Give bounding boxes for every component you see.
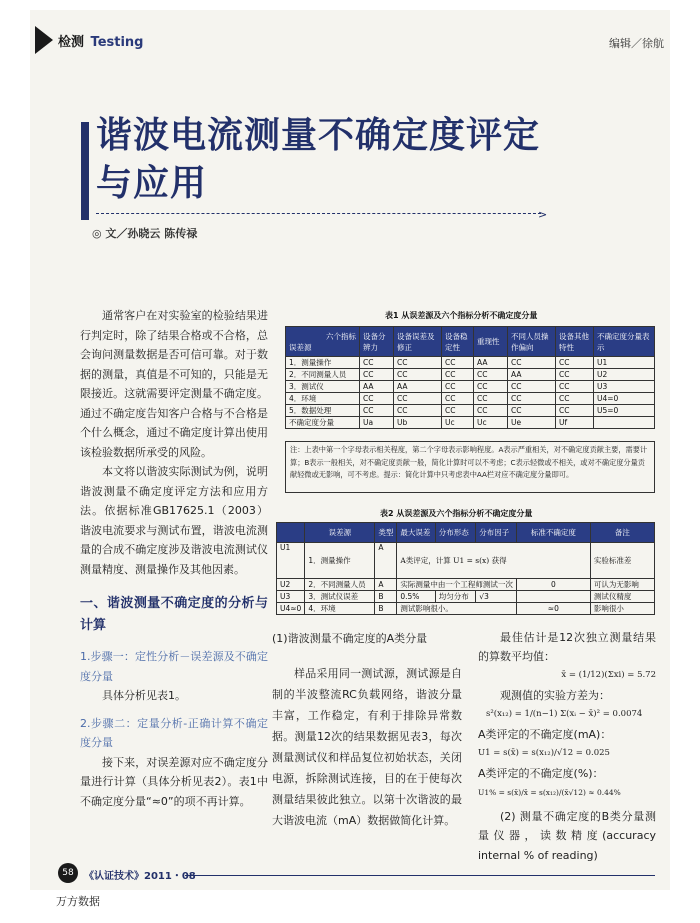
table2-cell: U4≈0 <box>277 603 305 615</box>
a-type-heading: (1)谐波测量不确定度的A类分量 <box>272 632 428 645</box>
table1-row <box>286 369 655 381</box>
table1 <box>285 326 655 429</box>
table1-cell: CC <box>556 381 594 393</box>
mean-text: 最佳估计是12次独立测量结果的算数平均值： <box>478 631 656 663</box>
table1-cell <box>594 417 655 429</box>
title-divider <box>96 213 541 214</box>
article-title: 谐波电流测量不确定度评定 与应用 <box>96 115 541 204</box>
authors: ◎ 文／孙晓云 陈传禄 <box>92 227 198 240</box>
intro-paragraph: 通常客户在对实验室的检验结果进行判定时，除了结果合格或不合格，总会询问测量数据是否可信可靠。对于数据的测量，真值是不可知的，只能是无限接近。这就需要评定测量不确定度。通过不确定度告知客户合格与不合格是个什么概念，通过不确定度计算出使用该检验数据所承受的风险。 <box>80 309 268 459</box>
table1-cell: 不确定度分量 <box>286 417 360 429</box>
table2-cell: 0 <box>516 579 590 591</box>
table2-cell: 实际测量中由一个工程师测试一次 <box>397 579 517 591</box>
mean-equation: x̄ = (1/12)(Σxi) = 5.72 <box>561 670 656 680</box>
table1-cell: U1 <box>594 357 655 369</box>
table1-cell: U3 <box>594 381 655 393</box>
step2-text: 接下来，对误差源对应不确定度分量进行计算（具体分析见表2）。表1中不确定度分量“≈0”的项不再计算。 <box>80 755 268 808</box>
table2-header: 最大误差 <box>397 523 435 543</box>
table1-row <box>286 357 655 369</box>
table1-header: 不确定度分量表示 <box>594 327 655 357</box>
a-unc-ma-text: A类评定的不确定度(mA)： <box>478 727 612 741</box>
table1-cell: 1．测量操作 <box>286 357 360 369</box>
table1-cell: CC <box>474 369 508 381</box>
table2-cell: B <box>375 603 397 615</box>
a-unc-pct-equation: U1% = s(x̄)/x̄ = s(x₁₂)/(x̄√12) ≈ 0.44% <box>478 788 621 797</box>
left-column <box>80 306 268 811</box>
table2-cell: 0.5% <box>397 591 435 603</box>
table2-header: 误差源 <box>305 523 375 543</box>
table2-header: 标准不确定度 <box>516 523 590 543</box>
table1-cell: U4=0 <box>594 393 655 405</box>
table2-cell: 均匀分布 <box>435 591 476 603</box>
table1-cell: CC <box>474 381 508 393</box>
table1-cell: Uc <box>442 417 474 429</box>
table1-cell: CC <box>442 381 474 393</box>
table1-cell: CC <box>394 393 442 405</box>
table1-cell: CC <box>442 393 474 405</box>
page-number: 58 <box>58 863 78 883</box>
header-logo-icon <box>35 26 53 54</box>
table2-cell: B <box>375 591 397 603</box>
table2-cell: 测试影响很小。 <box>397 603 517 615</box>
a-unc-pct-text: A类评定的不确定度(%)： <box>478 766 604 780</box>
table1-title: 表1 从误差源及六个指标分析不确定度分量 <box>385 311 538 320</box>
table1-cell: 4．环境 <box>286 393 360 405</box>
scope-paragraph: 本文将以谐波实际测试为例，说明谐波测量不确定度评定方法和应用方法。依据标准GB17625.1（2003）谐波电流要求与测试布置，谐波电流测量的合成不确定度涉及谐波电流测试仪测量精度、测量操作及其他因素。 <box>80 465 268 576</box>
table2-header: 分布形态 <box>435 523 476 543</box>
watermark: 万方数据 <box>56 895 100 908</box>
table1-cell: CC <box>394 405 442 417</box>
table2-cell: U2 <box>277 579 305 591</box>
table1-cell: AA <box>474 357 508 369</box>
footer-divider <box>185 875 655 876</box>
table1-corner: 六个指标 误差源 <box>286 327 360 357</box>
table1-header: 设备分辨力 <box>360 327 394 357</box>
table1-header: 设备稳定性 <box>442 327 474 357</box>
table2-cell: 4．环境 <box>305 603 375 615</box>
table1-cell: CC <box>508 357 556 369</box>
table1-cell: CC <box>556 357 594 369</box>
table2-title: 表2 从误差源及六个指标分析不确定度分量 <box>380 509 533 518</box>
table1-header: 设备误差及修正 <box>394 327 442 357</box>
table1-cell: CC <box>360 369 394 381</box>
chevron-right-icon: > <box>538 208 548 221</box>
table1-cell: 5．数据处理 <box>286 405 360 417</box>
b-type-paragraph: (2) 测量不确定度的B类分量测量仪器，读数精度(accuracy internal % of reading) <box>478 809 656 862</box>
table1-cell: Ue <box>508 417 556 429</box>
a-type-paragraph: 样品采用同一测试源，测试源是自制的半波整流RC负载网络，谐波分量丰富，工作稳定，有利于排除异常数据。测量12次的结果数据见表3，每次测量测试仪和样品复位初始状态，关闭电源，拆除测试连接，目的在于使每次测量结果彼此独立。以第十次谐波的最大谐波电流（mA）数据做简化计算。 <box>272 667 462 827</box>
table1-cell: CC <box>508 405 556 417</box>
step2-heading: 2.步骤二：定量分析-正确计算不确定度分量 <box>80 716 268 749</box>
table1-row <box>286 381 655 393</box>
table2-cell: A类评定，计算 U1 = s(x) 获得 <box>397 543 591 579</box>
table2-cell: 1．测量操作 <box>305 543 375 579</box>
table1-cell: CC <box>442 369 474 381</box>
table2-cell: 实验标准差 <box>590 543 654 579</box>
table2-header: 分布因子 <box>476 523 517 543</box>
section-heading: 一、谐波测量不确定度的分析与计算 <box>80 596 268 633</box>
table1-header: 不同人员操作偏向 <box>508 327 556 357</box>
table2-cell: 3．测试仪误差 <box>305 591 375 603</box>
table1-cell: 3．测试仪 <box>286 381 360 393</box>
table1-cell: CC <box>360 357 394 369</box>
table1-cell: Uf <box>556 417 594 429</box>
table1-cell: CC <box>394 357 442 369</box>
table2-cell: A <box>375 579 397 591</box>
table2-cell: 可认为无影响 <box>590 579 654 591</box>
table2-cell: U3 <box>277 591 305 603</box>
table1-cell: 2．不同测量人员 <box>286 369 360 381</box>
a-unc-ma-equation: U1 = s(x̄) = s(x₁₂)/√12 = 0.025 <box>478 748 610 758</box>
table2-cell: 测试仪精度 <box>590 591 654 603</box>
table1-cell: Ua <box>360 417 394 429</box>
table1-cell: CC <box>442 357 474 369</box>
table1-cell: CC <box>556 369 594 381</box>
table1-note: 注：上表中第一个字母表示相关程度，第二个字母表示影响程度。A表示严重相关，对不确定度贡献主要，需要计算；B表示一般相关，对不确定度贡献一般，简化计算时可以不考虑；C表示轻微或不相关，或对不确定度分量贡献轻微或无影响，可不考虑。提示：简化计算中只考虑表中AA栏对应不确定度分量即可。 <box>285 441 655 493</box>
table1-header: 重现性 <box>474 327 508 357</box>
table2-cell: 2．不同测量人员 <box>305 579 375 591</box>
table1-cell: CC <box>508 393 556 405</box>
journal-name: 《认证技术》2011・08 <box>84 871 196 882</box>
table2-header <box>277 523 305 543</box>
table1-cell: AA <box>360 381 394 393</box>
table1-cell: CC <box>508 381 556 393</box>
table2-cell: ≈0 <box>516 603 590 615</box>
variance-equation: s²(x₁₂) = 1/(n−1) Σ(xᵢ − x̄)² = 0.0074 <box>486 709 643 719</box>
table2-cell: √3 <box>476 591 517 603</box>
table1-cell: CC <box>474 393 508 405</box>
table2-cell: U1 <box>277 543 305 579</box>
table1-cell: U5=0 <box>594 405 655 417</box>
section-header: 检测 Testing <box>58 35 144 50</box>
step1-text: 具体分析见表1。 <box>102 689 186 702</box>
table1-header: 设备其他特性 <box>556 327 594 357</box>
table1-cell: U2 <box>594 369 655 381</box>
table1-cell: AA <box>394 381 442 393</box>
table1-row <box>286 393 655 405</box>
table1-cell: Ub <box>394 417 442 429</box>
table1-cell: CC <box>360 405 394 417</box>
table1-cell: CC <box>556 405 594 417</box>
middle-column <box>272 628 462 831</box>
table2-header: 备注 <box>590 523 654 543</box>
variance-text: 观测值的实验方差为： <box>500 688 610 702</box>
table1-cell: Uc <box>474 417 508 429</box>
editor-credit: 编辑／徐航 <box>609 37 664 50</box>
table2-cell <box>516 591 590 603</box>
table2-header: 类型 <box>375 523 397 543</box>
table1-row <box>286 417 655 429</box>
right-column <box>478 628 656 865</box>
table1-cell: CC <box>360 393 394 405</box>
table1-cell: CC <box>394 369 442 381</box>
table1-row <box>286 405 655 417</box>
table1-cell: CC <box>556 393 594 405</box>
table2 <box>276 522 655 615</box>
table2-cell: 影响很小 <box>590 603 654 615</box>
table1-cell: AA <box>508 369 556 381</box>
title-accent-bar <box>81 122 89 220</box>
table2-cell: A <box>375 543 397 579</box>
table1-cell: CC <box>442 405 474 417</box>
step1-heading: 1.步骤一：定性分析－误差源及不确定度分量 <box>80 650 268 683</box>
table1-cell: CC <box>474 405 508 417</box>
